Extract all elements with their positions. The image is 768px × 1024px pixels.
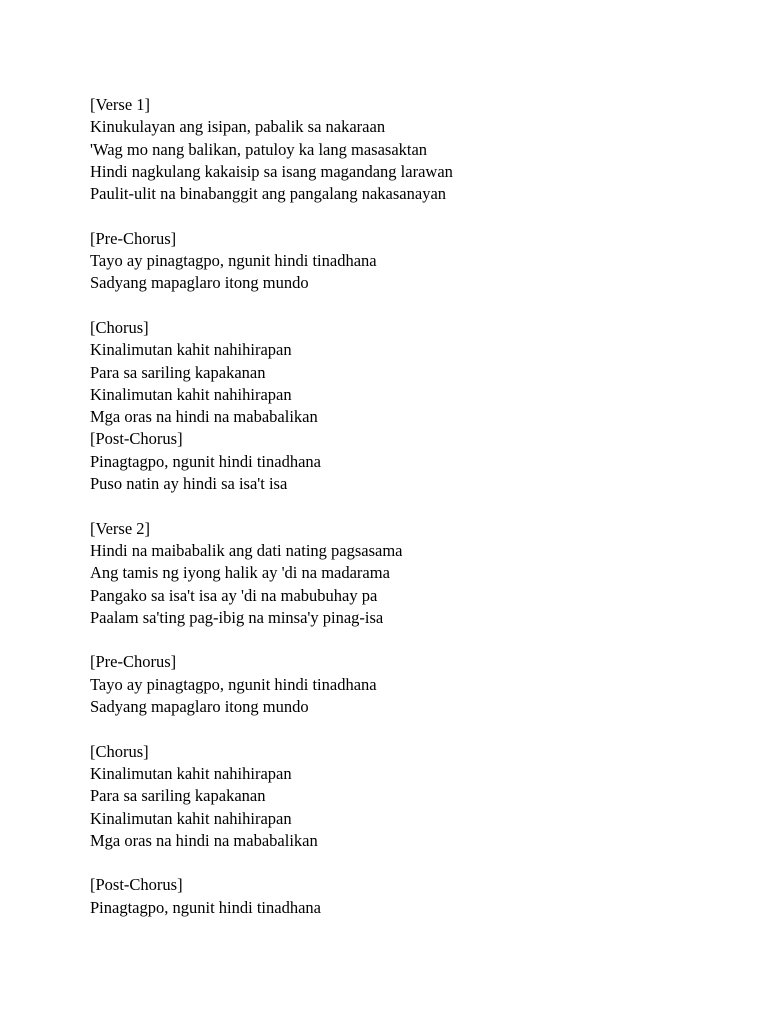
lyric-line: Pangako sa isa't isa ay 'di na mabubuhay pa bbox=[90, 585, 378, 605]
lyric-line: Kinukulayan ang isipan, pabalik sa nakaraan bbox=[90, 117, 386, 137]
lyric-line: Hindi nagkulang kakaisip sa isang magandang larawan bbox=[90, 161, 453, 181]
lyric-line: Para sa sariling kapakanan bbox=[90, 362, 266, 382]
lyric-line: Pinagtagpo, ngunit hindi tinadhana bbox=[90, 897, 321, 917]
lyric-line: Kinalimutan kahit nahihirapan bbox=[90, 340, 292, 360]
lyric-line: Tayo ay pinagtagpo, ngunit hindi tinadhana bbox=[90, 674, 377, 694]
lyric-line: Para sa sariling kapakanan bbox=[90, 786, 266, 806]
section-heading: [Verse 1] bbox=[90, 95, 151, 114]
lyric-line: Kinalimutan kahit nahihirapan bbox=[90, 808, 292, 828]
section-chorus-1 bbox=[90, 317, 730, 428]
section-pre-chorus-1 bbox=[90, 228, 730, 295]
lyrics-body bbox=[90, 94, 730, 919]
section-heading: [Verse 2] bbox=[90, 518, 151, 538]
section-verse-2 bbox=[90, 518, 730, 629]
section-post-chorus-1 bbox=[90, 428, 730, 495]
lyric-line: Pinagtagpo, ngunit hindi tinadhana bbox=[90, 451, 321, 471]
section-heading: [Post-Chorus] bbox=[90, 875, 183, 895]
section-post-chorus-2 bbox=[90, 874, 730, 919]
lyric-line: Paalam sa'ting pag-ibig na minsa'y pinag-isa bbox=[90, 607, 384, 627]
lyric-line: Ang tamis ng iyong halik ay 'di na madarama bbox=[90, 563, 390, 583]
section-heading: [Chorus] bbox=[90, 741, 149, 761]
section-heading: [Chorus] bbox=[90, 317, 149, 337]
lyric-line: Tayo ay pinagtagpo, ngunit hindi tinadhana bbox=[90, 251, 377, 271]
lyric-line: Sadyang mapaglaro itong mundo bbox=[90, 273, 309, 293]
section-heading: [Pre-Chorus] bbox=[90, 228, 177, 248]
lyric-line: Puso natin ay hindi sa isa't isa bbox=[90, 474, 288, 494]
section-verse-1 bbox=[90, 94, 730, 205]
section-pre-chorus-2 bbox=[90, 651, 730, 718]
section-chorus-2 bbox=[90, 741, 730, 852]
lyric-line: Paulit-ulit na binabanggit ang pangalang nakasanayan bbox=[90, 184, 447, 204]
section-heading: [Post-Chorus] bbox=[90, 429, 183, 449]
lyric-line: Kinalimutan kahit nahihirapan bbox=[90, 384, 292, 404]
section-heading: [Pre-Chorus] bbox=[90, 652, 177, 672]
lyric-line: Sadyang mapaglaro itong mundo bbox=[90, 697, 309, 717]
lyric-line: Kinalimutan kahit nahihirapan bbox=[90, 763, 292, 783]
lyric-line: Hindi na maibabalik ang dati nating pagsasama bbox=[90, 540, 403, 560]
lyric-line: Mga oras na hindi na mababalikan bbox=[90, 830, 318, 850]
lyric-line: 'Wag mo nang balikan, patuloy ka lang masasaktan bbox=[90, 139, 428, 159]
lyric-line: Mga oras na hindi na mababalikan bbox=[90, 407, 318, 427]
